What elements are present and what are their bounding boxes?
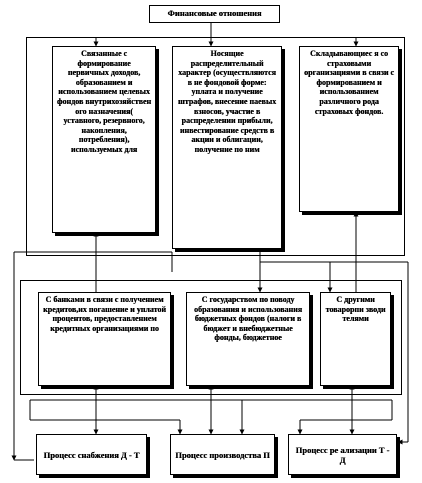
title-box — [149, 5, 280, 23]
others-text: С другими товарорпи зводи телями — [325, 295, 386, 324]
supply-box — [36, 434, 147, 475]
production-box — [170, 434, 275, 475]
distribution-box — [172, 46, 282, 249]
banks-box — [38, 292, 171, 386]
formation-text: Связанные с формирование первичных доходов, образованием и использованием целевых фондов внутрихозяйствен ого назначения( уставного, резервного, накопления, потребления), используемых для — [56, 49, 152, 154]
insurance-text: Складывающиес я со страховыми организациями в связи с формированием и использованием различного рода страховых фондов. — [304, 49, 394, 116]
others-box — [320, 292, 391, 386]
page-title: Финансовые отношения — [167, 8, 262, 19]
state-text: С государством по поводу образования и использования бюджетных фондов (налоги в бюджет и внебюджетные фонды, бюджетное — [193, 295, 303, 343]
state-box — [186, 292, 310, 386]
realization-box — [288, 434, 397, 475]
formation-box — [52, 46, 156, 233]
distribution-text: Носящие распределительный характер (осуществляются в не фондовой форме: уплата и получение штрафов, внесение паевых взносов, участие в распределении прибыли, инвестирование средств в акции и облигации, получение по ним — [177, 49, 277, 154]
realization-text: Процесс ре ализации Т - Д — [295, 444, 390, 465]
banks-text: С банками в связи с получением кредитов,их погашение и уплатой процентов, предоставлением кредитных организациями по — [43, 295, 166, 333]
supply-text: Процесс снабжения Д - Т — [43, 449, 140, 460]
production-text: Процесс производства П — [175, 449, 270, 460]
insurance-box — [299, 46, 399, 212]
